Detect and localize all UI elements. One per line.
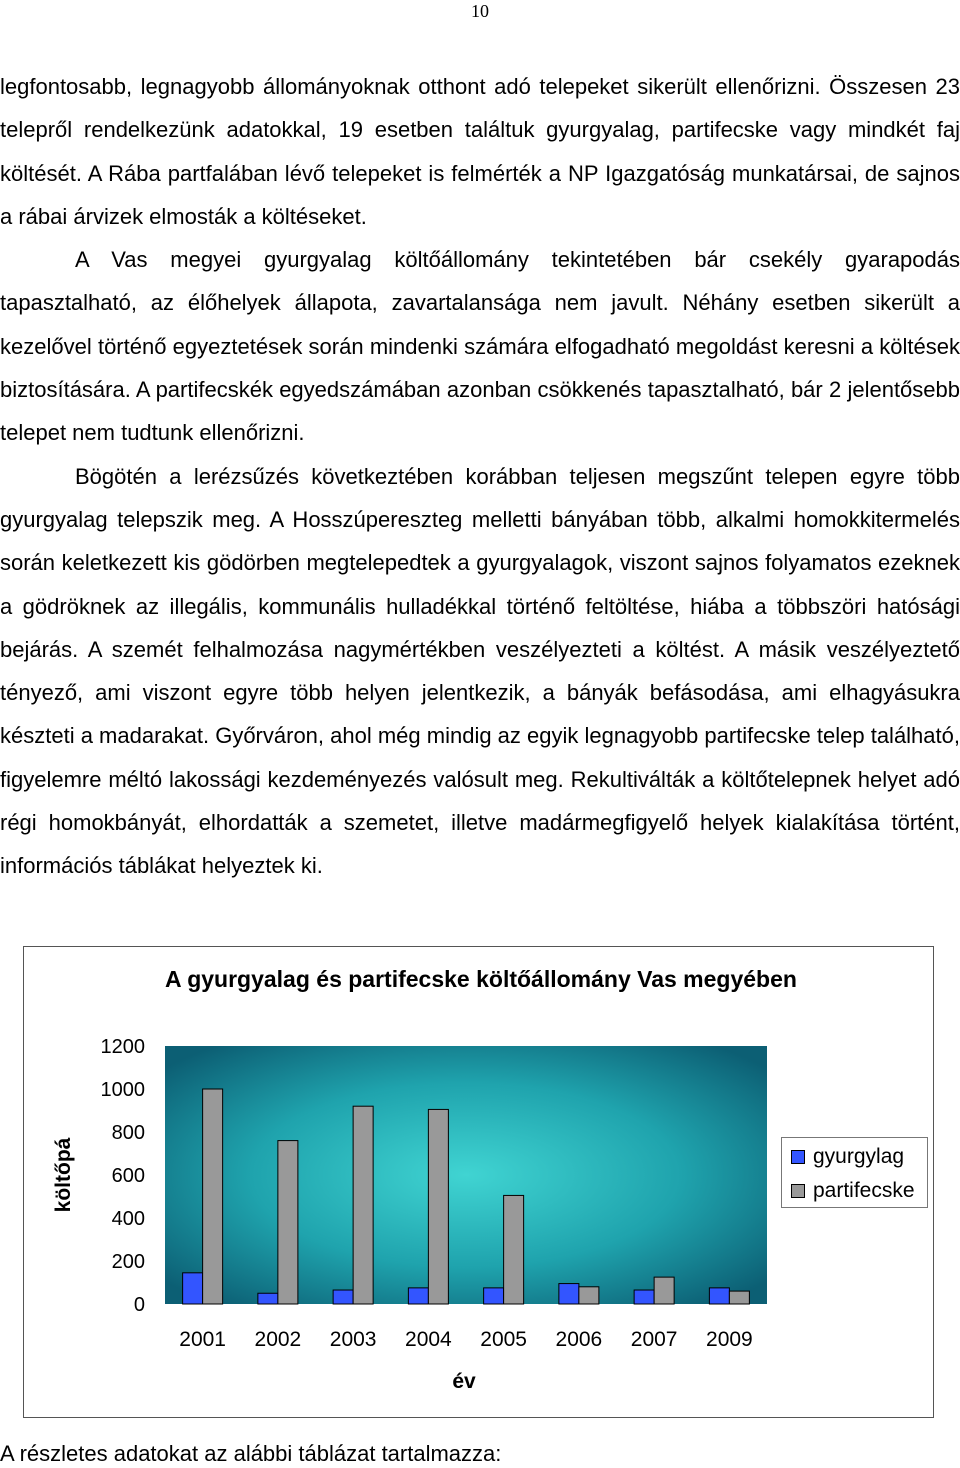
x-tick-label: 2002: [254, 1328, 302, 1351]
legend-swatch-partifecske: [791, 1184, 805, 1198]
bar-partifecske-2003: [353, 1106, 373, 1304]
legend-label-gyurgylag: gyurgylag: [813, 1145, 905, 1168]
x-tick-label: 2004: [405, 1328, 452, 1351]
y-tick-label: 1200: [100, 1036, 145, 1058]
y-tick-label: 800: [111, 1122, 145, 1144]
y-tick-label: 600: [111, 1165, 145, 1187]
legend-item-gyurgylag: [782, 1140, 927, 1174]
x-tick-label: 2006: [555, 1328, 603, 1351]
legend-item-partifecske: [782, 1174, 927, 1208]
y-tick-label: 1000: [100, 1079, 145, 1101]
page-number: 10: [471, 1, 489, 21]
bar-partifecske-2009: [729, 1291, 749, 1304]
bar-partifecske-2005: [504, 1195, 524, 1304]
bar-partifecske-2002: [278, 1141, 298, 1304]
paragraph-2: A Vas megyei gyurgyalag költőállomány tekintetében bár csekély gyarapodás tapasztalható, az élőhelyek állapota, zavartalansága nem javult. Néhány esetben sikerült a kezelővel történő egyeztetések során mindenki számára elfogadható megoldást keresni a költések biztosítására. A partifecskék egyedszámában azonban csökkenés tapasztalható, bár 2 jelentősebb telepet nem tudtunk ellenőrizni.: [0, 247, 960, 446]
y-tick-label: 400: [111, 1208, 145, 1230]
bar-gyurgylag-2003: [333, 1290, 353, 1304]
footer-text: A részletes adatokat az alábbi táblázat tartalmazza:: [0, 1441, 502, 1466]
plot-area: [165, 1046, 767, 1304]
bar-gyurgylag-2005: [484, 1288, 504, 1304]
legend-label-partifecske: partifecske: [813, 1179, 915, 1202]
bar-gyurgylag-2002: [258, 1293, 278, 1304]
y-axis-label: költőpá: [52, 1137, 75, 1213]
chart-title: A gyurgyalag és partifecske költőállomány Vas megyében: [165, 966, 797, 992]
x-tick-label: 2005: [480, 1328, 527, 1351]
x-tick-label: 2007: [630, 1328, 678, 1351]
bar-partifecske-2007: [654, 1277, 674, 1304]
bar-gyurgylag-2006: [559, 1284, 579, 1304]
y-tick-label: 200: [111, 1251, 145, 1273]
legend-swatch-gyurgylag: [791, 1150, 805, 1164]
paragraph-3: Bögötén a lerézsűzés következtében korábban teljesen megszűnt telepen egyre több gyurgyalag telepszik meg. A Hosszúpereszteg melletti bányában több, alkalmi homokkitermelés során keletkezett kis gödörben megtelepedtek a gyurgyalagok, viszont sajnos folyamatos ezeknek a gödröknek az illegális, kommunális hulladékkal történő feltöltése, hiába a többszöri hatósági bejárás. A szemét felhalmozása nagymértékben veszélyezteti a költést. A másik veszélyeztető tényező, ami viszont egyre több helyen jelentkezik, a bányák befásodása, ami elhagyásukra készteti a madarakat. Győrváron, ahol még mindig az egyik legnagyobb partifecske telep található, figyelemre méltó lakossági kezdeményezés valósult meg. Rekultiválták a költőtelepnek helyet adó régi homokbányát, elhordatták a szemetet, illetve madármegfigyelő helyek kialakítása történt, információs táblákat helyeztek ki.: [0, 463, 960, 879]
paragraph-1: legfontosabb, legnagyobb állományoknak otthont adó telepeket sikerült ellenőrizni. Összesen 23 telepről rendelkezünk adatokkal, 19 esetben találtuk gyurgyalag, partifecske vagy mindkét faj költését. A Rába partfalában lévő telepeket is felmérték a NP Igazgatóság munkatársai, de sajnos a rábai árvizek elmosták a költéseket.: [0, 74, 960, 229]
body-text: [0, 65, 960, 888]
bar-gyurgylag-2007: [634, 1290, 654, 1304]
bar-gyurgylag-2009: [709, 1288, 729, 1304]
x-tick-label: 2003: [329, 1328, 377, 1351]
bar-partifecske-2004: [428, 1109, 448, 1304]
chart-legend: [781, 1137, 928, 1208]
x-tick-label: 2009: [706, 1328, 753, 1351]
x-tick-label: 2001: [179, 1328, 226, 1351]
y-tick-label: 0: [133, 1294, 145, 1316]
bar-partifecske-2001: [203, 1089, 223, 1304]
bar-gyurgylag-2004: [408, 1288, 428, 1304]
x-axis-label: év: [452, 1370, 476, 1393]
bar-gyurgylag-2001: [183, 1273, 203, 1304]
bar-partifecske-2006: [579, 1287, 599, 1304]
